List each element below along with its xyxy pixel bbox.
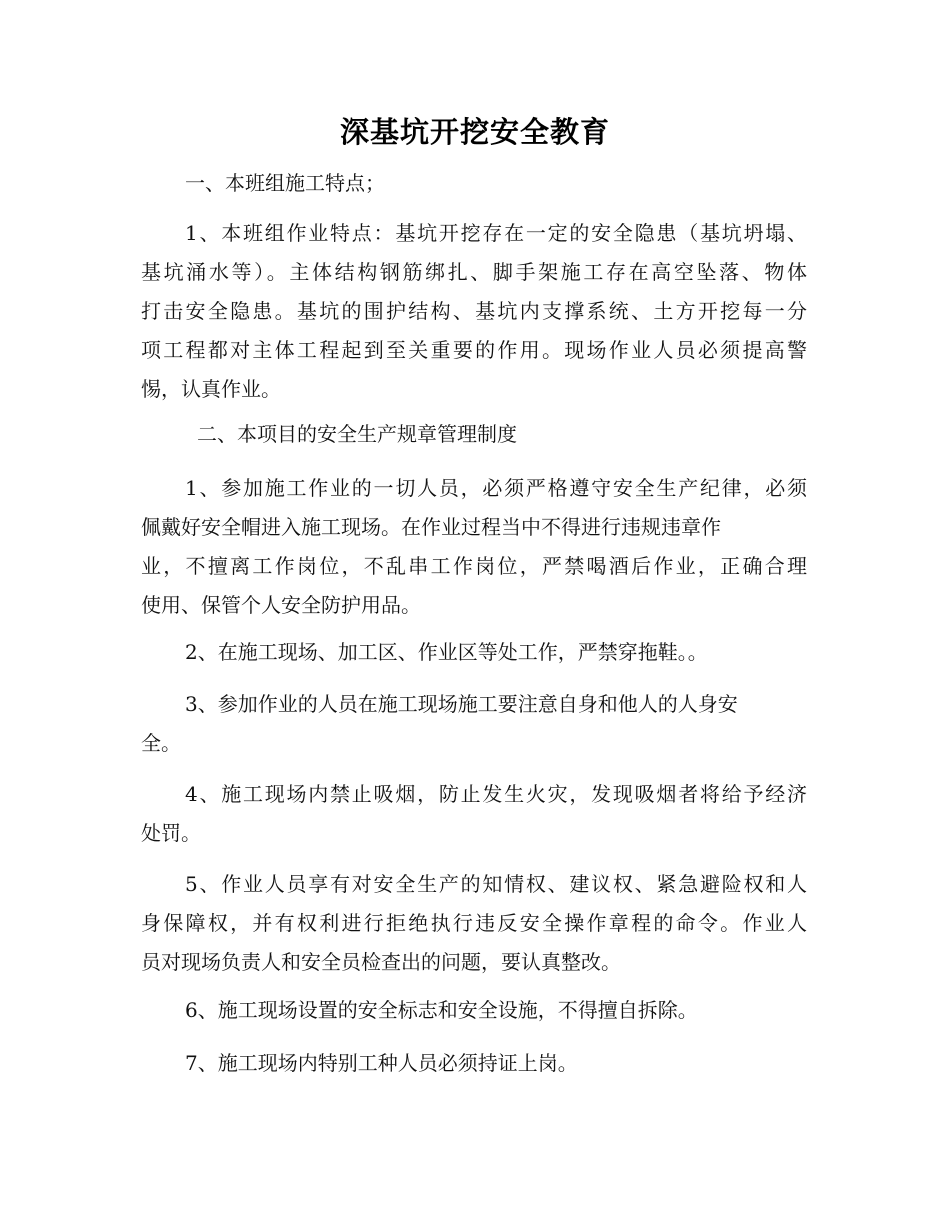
paragraph-line: 打击安全隐患。基坑的围护结构、基坑内支撑系统、土方开挖每一分 — [141, 299, 807, 323]
paragraph-line: 基坑涌水等）。主体结构钢筋绑扎、脚手架施工存在高空坠落、物体 — [141, 260, 807, 284]
paragraph-line: 1、本班组作业特点：基坑开挖存在一定的安全隐患（基坑坍塌、 — [185, 221, 807, 245]
paragraph-line: 1、参加施工作业的一切人员，必须严格遵守安全生产纪律，必须 — [185, 476, 807, 500]
section-heading-2 — [141, 415, 807, 454]
paragraph-line: 使用、保管个人安全防护用品。 — [141, 593, 421, 617]
paragraph-line: 业，不擅离工作岗位，不乱串工作岗位，严禁喝酒后作业，正确合理 — [141, 554, 807, 578]
paragraph-line: 全。 — [141, 731, 181, 755]
paragraph-line: 员对现场负责人和安全员检查出的问题，要认真整改。 — [141, 950, 621, 974]
paragraph-line: 3、参加作业的人员在施工现场施工要注意自身和他人的人身安 — [185, 692, 738, 716]
paragraph-line: 6、施工现场设置的安全标志和安全设施，不得擅自拆除。 — [185, 998, 698, 1022]
paragraph-line: 佩戴好安全帽进入施工现场。在作业过程当中不得进行违规违章作 — [141, 515, 721, 539]
paragraph-section1-item1 — [141, 214, 807, 409]
paragraph-line: 惕，认真作业。 — [141, 377, 281, 401]
paragraph-line: 处罚。 — [141, 821, 201, 845]
document-title: 深基坑开挖安全教育 — [339, 115, 610, 149]
heading-text: 一、本班组施工特点； — [185, 171, 385, 195]
paragraph-line: 身保障权，并有权利进行拒绝执行违反安全操作章程的命令。作业人 — [141, 911, 807, 935]
section-heading-1 — [141, 164, 807, 203]
paragraph-line: 4、施工现场内禁止吸烟，防止发生火灾，发现吸烟者将给予经济 — [185, 782, 807, 806]
paragraph-section2-item4 — [141, 775, 807, 853]
paragraph-line: 项工程都对主体工程起到至关重要的作用。现场作业人员必须提高警 — [141, 338, 807, 362]
paragraph-section2-item1 — [141, 469, 807, 625]
paragraph-line: 2、在施工现场、加工区、作业区等处工作，严禁穿拖鞋。。 — [185, 640, 708, 664]
paragraph-line: 7、施工现场内特别工种人员必须持证上岗。 — [185, 1051, 578, 1075]
paragraph-section2-item7 — [141, 1044, 807, 1083]
paragraph-section2-item3 — [141, 685, 807, 763]
paragraph-line: 5、作业人员享有对安全生产的知情权、建议权、紧急避险权和人 — [185, 872, 807, 896]
heading-text: 二、本项目的安全生产规章管理制度 — [197, 422, 517, 446]
paragraph-section2-item5 — [141, 865, 807, 982]
paragraph-section2-item2 — [141, 633, 807, 672]
paragraph-section2-item6 — [141, 991, 807, 1030]
